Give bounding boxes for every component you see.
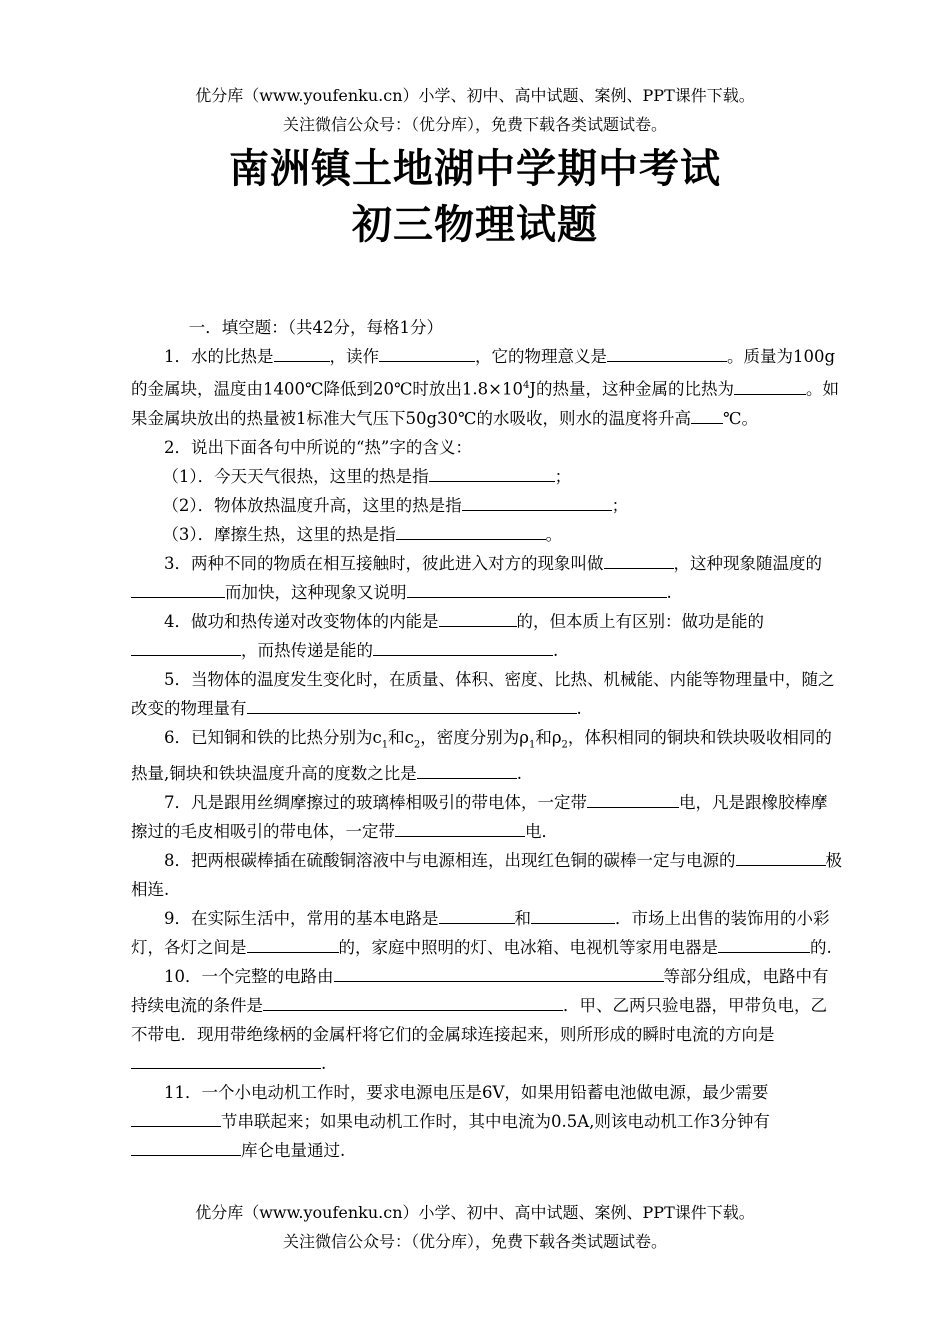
blank[interactable]: [131, 579, 225, 598]
blank[interactable]: [379, 343, 475, 362]
blank[interactable]: [247, 695, 577, 714]
blank[interactable]: [604, 550, 674, 569]
question-1: 1．水的比热是 ，读作 ，它的物理意义是 。质量为100g的金属块，温度由1400℃降低到20℃时放出$1.8\times 10^4J$的热量，这种金属的比热为 。如果金属块放出的热量被1标准大气压下50g30℃的水吸收，则水的温度将升高 ℃。: [131, 342, 843, 433]
blank[interactable]: [439, 608, 517, 627]
blank[interactable]: [531, 905, 615, 924]
blank[interactable]: [734, 376, 806, 395]
blank[interactable]: [607, 343, 727, 362]
blank[interactable]: [691, 405, 723, 424]
blank[interactable]: [274, 343, 330, 362]
header-line-2: 关注微信公众号：（优分库），免费下载各类试题试卷。: [282, 115, 667, 134]
blank[interactable]: [417, 760, 517, 779]
blank[interactable]: [429, 463, 555, 482]
question-4: 4．做功和热传递对改变物体的内能是 的，但本质上有区别：做功是能的，而热传递是能的 .: [131, 607, 843, 665]
question-10: 10．一个完整的电路由 等部分组成，电路中有持续电流的条件是 ．甲、乙两只验电器，甲带负电，乙不带电．现用带绝缘柄的金属杆将它们的金属球连接起来，则所形成的瞬时电流的方向是.: [131, 962, 843, 1078]
question-9: 9．在实际生活中，常用的基本电路是 和 ．市场上出售的装饰用的小彩灯，各灯之间是 的，家庭中照明的灯、电冰箱、电视机等家用电器是 的.: [131, 904, 843, 962]
question-3: 3．两种不同的物质在相互接触时，彼此进入对方的现象叫做 ，这种现象随温度的而加快，这种现象又说明 .: [131, 549, 843, 607]
blank[interactable]: [131, 1137, 241, 1156]
question-8: 8．把两根碳棒插在硫酸铜溶液中与电源相连，出现红色铜的碳棒一定与电源的 极相连.: [131, 846, 843, 904]
blank[interactable]: [587, 789, 679, 808]
blank[interactable]: [718, 934, 810, 953]
blank[interactable]: [334, 963, 664, 982]
blank[interactable]: [131, 637, 241, 656]
question-11: 11．一个小电动机工作时，要求电源电压是6V，如果用铅蓄电池做电源，最少需要节串联起来；如果电动机工作时，其中电流为0.5A,则该电动机工作3分钟有库仑电量通过.: [131, 1078, 843, 1165]
question-2-item-1: （1）．今天天气很热，这里的热是指 ；: [131, 462, 843, 491]
header-line-1: 优分库（www.youfenku.cn）小学、初中、高中试题、案例、PPT课件下载。: [195, 86, 755, 105]
blank[interactable]: [462, 492, 612, 511]
blank[interactable]: [263, 992, 563, 1011]
blank[interactable]: [736, 847, 826, 866]
question-2-item-3: （3）．摩擦生热，这里的热是指 。: [131, 520, 843, 549]
exam-subtitle: 初三物理试题: [352, 202, 598, 248]
question-6: 6．已知铜和铁的比热分别为$c_1$和$c_2$，密度分别为$\rho_1$和$\rho_2$，体积相同的铜块和铁块吸收相同的热量,铜块和铁块温度升高的度数之比是 .: [131, 727, 832, 783]
blank[interactable]: [407, 579, 667, 598]
question-2: 2．说出下面各句中所说的“热”字的含义：: [164, 437, 472, 457]
footer-line-2: 关注微信公众号：（优分库），免费下载各类试题试卷。: [282, 1232, 667, 1251]
blank[interactable]: [131, 1108, 221, 1127]
exam-body: [131, 313, 843, 1165]
footer-line-1: 优分库（www.youfenku.cn）小学、初中、高中试题、案例、PPT课件下载。: [195, 1203, 755, 1222]
question-7: 7．凡是跟用丝绸摩擦过的玻璃棒相吸引的带电体，一定带 电，凡是跟橡胶棒摩擦过的毛皮相吸引的带电体，一定带 电．: [131, 788, 843, 846]
section-heading: 一．填空题：（共42分，每格1分）: [188, 318, 443, 337]
blank[interactable]: [131, 1050, 321, 1069]
blank[interactable]: [247, 934, 339, 953]
blank[interactable]: [396, 521, 546, 540]
exam-title: 南洲镇土地湖中学期中考试: [229, 146, 721, 192]
blank[interactable]: [395, 818, 525, 837]
blank[interactable]: [439, 905, 515, 924]
question-2-item-2: （2）．物体放热温度升高，这里的热是指 ；: [131, 491, 843, 520]
question-5: 5．当物体的温度发生变化时，在质量、体积、密度、比热、机械能、内能等物理量中，随之改变的物理量有 .: [131, 669, 835, 718]
blank[interactable]: [373, 637, 553, 656]
